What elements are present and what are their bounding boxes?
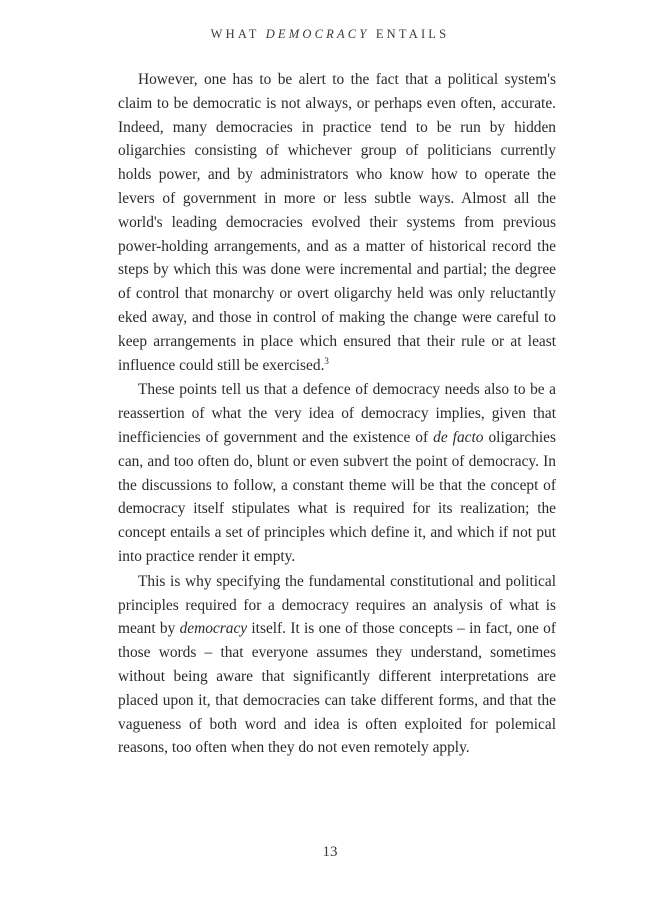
paragraph-2-italic: de facto	[433, 428, 484, 446]
paragraph-2-text-start: These points tell us that a defence of democracy needs also to be a reassertion of what the very idea of democracy implies, given that inefficiencies of government and the existence of	[118, 381, 556, 446]
running-head-start: WHAT	[210, 27, 266, 41]
page-number: 13	[322, 844, 338, 860]
paragraph-2	[118, 378, 556, 568]
paragraph-2-text-end: oligarchies can, and too often do, blunt or even subvert the point of democracy. In the discussions to follow, a constant theme will be that the concept of democracy itself stipulates what is required for its realization; the concept entails a set of principles which define it, and which if not put into practice render it empty.	[118, 428, 557, 565]
paragraph-3-text-start: This is why specifying the fundamental constitutional and political principles required for a democracy requires an analysis of what is meant by	[118, 572, 556, 638]
footnote-marker: 3	[324, 355, 329, 366]
paragraph-3	[118, 570, 556, 760]
paragraph-1	[118, 68, 556, 377]
running-head-italic: DEMOCRACY	[265, 27, 370, 41]
running-head-end: ENTAILS	[369, 27, 450, 41]
running-head	[0, 27, 660, 42]
paragraph-3-italic: democracy	[179, 620, 248, 638]
paragraph-1-text: However, one has to be alert to the fact that a political system's claim to be democratic is not always, or perhaps even often, accurate. Indeed, many democracies in practice tend to be run by hidden oligarchies consisting of whichever group of politicians currently holds power, and by administrators who know how to operate the levers of government in more or less subtle ways. Almost all the world's leading democracies evolved their systems from previous power-holding arrangements, and as a matter of historical record the steps by which this was done were incremental and partial; the degree of control that monarchy or overt oligarchy held was only reluctantly eked away, and those in control of making the change were careful to keep arrangements in place which ensured that their rule or at least influence could still be exercised.	[118, 71, 556, 374]
paragraph-3-text-end: itself. It is one of those concepts – in fact, one of those words – that everyone assumes they understand, sometimes without being aware that significantly different interpretations are placed upon it, that democracies can take different forms, and that the vagueness of both word and idea is often exploited for polemical reasons, too often when they do not even remotely apply.	[118, 620, 556, 757]
body-text	[118, 68, 556, 760]
